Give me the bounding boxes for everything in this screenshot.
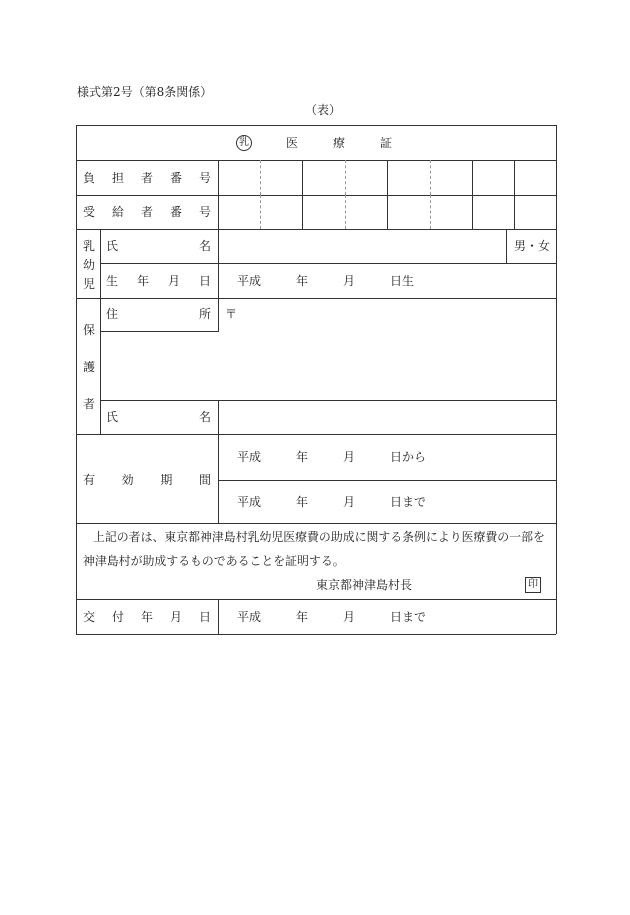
certification-line-1: 上記の者は、東京都神津島村乳幼児医療費の助成に関する条例により医療費の一部を bbox=[93, 530, 545, 544]
postal-mark: 〒 bbox=[225, 307, 238, 321]
dob-month: 月 bbox=[343, 274, 356, 288]
dob-day: 日生 bbox=[390, 274, 415, 288]
validity-from-day: 日から bbox=[390, 450, 427, 464]
guardian-name-label: 氏 名 bbox=[106, 410, 211, 424]
validity-label: 有 効 期 間 bbox=[83, 473, 211, 487]
issue-era: 平成 bbox=[237, 610, 262, 624]
validity-to-month: 月 bbox=[343, 495, 356, 509]
validity-from-month: 月 bbox=[343, 450, 356, 464]
guardian-address-label: 住 所 bbox=[106, 307, 211, 321]
issue-day: 日まで bbox=[390, 610, 427, 624]
form-number: 様式第2号（第8条関係） bbox=[77, 85, 213, 99]
gender-option: 男・女 bbox=[514, 239, 551, 253]
issue-month: 月 bbox=[343, 610, 356, 624]
issuer-name: 東京都神津島村長 bbox=[316, 578, 413, 592]
official-seal-mark: 印 bbox=[525, 577, 541, 593]
dob-year: 年 bbox=[296, 274, 309, 288]
certificate-title: 医 療 証 bbox=[286, 136, 392, 150]
infant-dob-label: 生 年 月 日 bbox=[106, 274, 211, 288]
validity-from-year: 年 bbox=[296, 450, 309, 464]
infant-name-label: 氏 名 bbox=[106, 239, 211, 253]
validity-to-day: 日まで bbox=[390, 495, 427, 509]
validity-to-year: 年 bbox=[296, 495, 309, 509]
validity-from-era: 平成 bbox=[237, 450, 262, 464]
recipient-number-label: 受 給 者 番 号 bbox=[83, 205, 211, 219]
infant-seal-mark: 乳 bbox=[236, 135, 252, 151]
validity-to-era: 平成 bbox=[237, 495, 262, 509]
issue-year: 年 bbox=[296, 610, 309, 624]
infant-group-label: 乳 幼 児 bbox=[82, 239, 95, 291]
guardian-group-label: 保 護 者 bbox=[82, 323, 95, 411]
side-label: （表） bbox=[305, 103, 342, 117]
burden-number-label: 負 担 者 番 号 bbox=[83, 171, 211, 185]
certification-line-2: 神津島村が助成するものであることを証明する。 bbox=[83, 554, 345, 568]
issue-date-label: 交 付 年 月 日 bbox=[83, 610, 211, 624]
dob-era: 平成 bbox=[237, 274, 262, 288]
